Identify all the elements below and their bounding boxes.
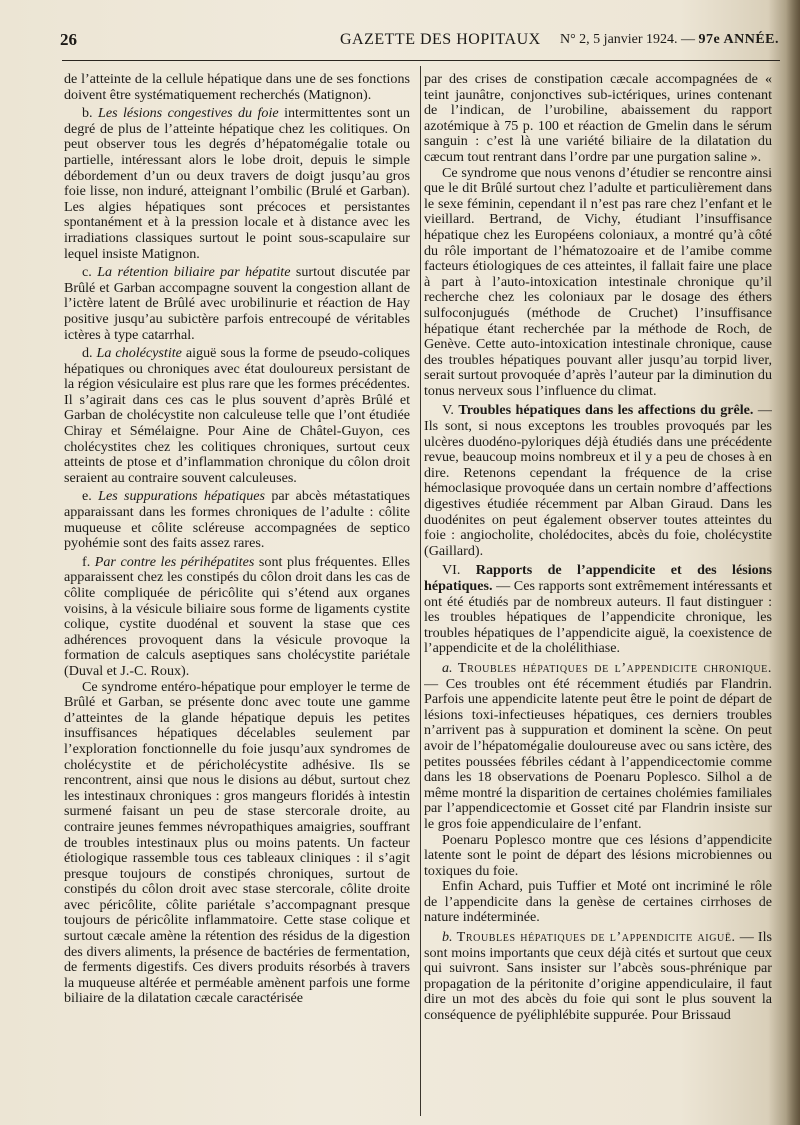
left-column	[64, 72, 410, 1117]
issue-date: N° 2, 5 janvier 1924. —	[559, 32, 696, 47]
section-vi: VI. Rapports de l’appendicite et des lésions hépatiques. — Ces rapports sont extrêmement intéressants et ont été étudiés par de nombreux auteurs. Il faut distinguer : les troubles hépatiques de l’appendicite chronique, les troubles hépatiques de l’appendicite aiguë, la coexistence de l’appendicite et de la cholélithiase.	[424, 562, 772, 657]
page-number: 26	[60, 30, 77, 49]
section-heading: Par contre les périhépatites	[94, 553, 255, 570]
paragraph: Poenaru Poplesco montre que ces lésions d’appendicite latente sont le point de départ des lésions microbiennes ou toxiques du foie.	[424, 831, 772, 879]
section-heading: Troubles hépatiques de l’appendicite chronique.	[457, 659, 772, 676]
paragraph: de l’atteinte de la cellule hépatique dans une de ses fonctions doivent être systématiquement recherchés (Matignon).	[64, 72, 410, 103]
section-heading: Rapports de l’appendicite et des lésions hépatiques.	[424, 562, 772, 594]
right-column	[424, 72, 772, 1117]
section-heading: La cholécystite	[96, 345, 182, 362]
paragraph-e: e. Les suppurations hépatiques par abcès métastatiques apparaissant dans les formes chroniques de l’adulte : côlite muqueuse et côlite scléreuse accompagnées de septico pyohémie sont des faits assez rares.	[64, 488, 410, 552]
paragraph: Ce syndrome entéro-hépatique pour employer le terme de Brûlé et Garban, se présente donc avec toute une gamme d’atteintes de la glande hépatique depuis les petites insuffisances hépatiques décelables seulement par l’exploration fonctionnelle du foie jusqu’aux syndromes de cholécystite et de péricholécystite adhésive. Ils se rencontrent, ainsi que nous le disions au début, surtout chez les intestinaux chroniques : gros mangeurs floridés à intestin surmené faisant un peu de stase stercorale droite, au contraire jeunes femmes névropathiques amaigries, souffrant de troubles intestinaux plus ou moins patents. Un facteur étiologique rassemble tous ces tableaux cliniques : il s’agit presque toujours de constipés chroniques, surtout de constipés du côlon droit avec stase stercorale, côlite droite avec péricôlite, côlite pariétale s’accompagnant presque toujours de péricôlite inflammatoire. Cette stase colique et surtout cæcale amène la rétention des résidus de la digestion des divers aliments, la présence de bactéries de fermentation, de ferments digestifs. Ces divers produits résorbés à travers la muqueuse altérée et perméable amènent parfois une forme biliaire de la dilatation cæcale caractérisée	[64, 678, 410, 1007]
volume-year: 97e ANNÉE.	[698, 32, 779, 47]
column-divider	[420, 66, 421, 1116]
paragraph-b: b. Les lésions congestives du foie intermittentes sont un degré de plus de l’atteinte hépatique chez les colitiques. On peut observer tous les degrés d’hépatomégalie totale ou partielle, intéressant alors le lobe droit, depuis le simple débordement d’un ou deux travers de doigt jusqu’au gros foie lisse, non induré, atteignant l’ombilic (Brulé et Garban). Les algies hépatiques sont précoces et persistantes spontanément et à la pression locale et à distance avec les irradiations classiques surtout le point sous-scapulaire sur lequel insiste Matignon.	[64, 105, 410, 262]
journal-title: GAZETTE DES HOPITAUX	[340, 31, 541, 48]
paragraph-f: f. Par contre les périhépatites sont plus fréquentes. Elles apparaissent chez les constipés du côlon droit dans les cas de côlite compliquée de péricôlite qui s’étend aux organes voisins, à la vésicule biliaire sous forme de ligaments cystite colique, cystite duodénal et souvent la stase que ces adhérences provoquent dans la vésicule provoque la formation de calculs aseptiques sans cholécystite pariétale (Duval et J.-C. Roux).	[64, 553, 410, 679]
subsection-a: a. Troubles hépatiques de l’appendicite chronique. — Ces troubles ont été récemment étudiés par Flandrin. Parfois une appendicite latente peut être le point de départ de lésions toxi-infectieuses hépatiques, ces derniers troubles n’arrivent pas à suppuration et dominent la scène. On peut avoir de l’hépatomégalie douloureuse avec ou sans ictère, des petites poussées fébriles cédant à l’appendicectomie comme dans les 18 observations de Poenaru Poplesco. Silhol a de même montré la disparition de certaines cholémies familiales par l’appendicectomie et Gosset cité par Flandrin insiste sur le gros foie appendiculaire de l’enfant.	[424, 659, 772, 832]
paragraph: Ce syndrome que nous venons d’étudier se rencontre ainsi que le dit Brûlé surtout chez l’adulte et particulièrement dans le sexe féminin, cependant il n’est pas rare chez l’enfant et le vieillard. Bertrand, de Vichy, étudiant l’insuffisance hépatique chez les Européens coloniaux, a montré qu’à côté du rôle important de l’hématozoaire et de l’amibe comme facteurs étiologiques de ces atteintes, il fallait faire une place à part à l’auto-intoxication intestinale chronique qu’il recherche chez les coloniaux par le dosage des éthers sulfoconjugués (méthode de Cruchet) l’insuffisance hépatique étant recherchée par la méthode de Roch, de Genève. Cette auto-intoxication intestinale chronique, cause des troubles hépatiques pouvant aller jusqu’au torpid liver, serait surtout provoquée d’après l’auteur par la diminution du tonus nerveux sous l’influence du climat.	[424, 164, 772, 399]
issue-info	[560, 32, 779, 48]
subsection-b: b. Troubles hépatiques de l’appendicite aiguë. — Ils sont moins importants que ceux déjà cités et surtout que ceux qui suivront. Sans insister sur l’abcès sous-phrénique par propagation de la péritonite d’origine appendiculaire, il faut dire un mot des abcès du foie qui sont le plus souvent la conséquence de pyéliphlébite suppurée. Pour Brissaud	[424, 929, 772, 1024]
section-heading: Troubles hépatiques dans les affections du grêle.	[458, 402, 754, 419]
section-heading: Troubles hépatiques de l’appendicite aiguë.	[456, 929, 736, 946]
section-heading: La rétention biliaire par hépatite	[97, 264, 291, 281]
paragraph: par des crises de constipation cæcale accompagnées de « teint jaunâtre, conjonctives sub-ictériques, urines contenant de l’indican, de l’urobiline, abaissement du rapport azotémique à 75 p. 100 et réaction de Gmelin dans le sérum sanguin : c’est là une variété biliaire de la dilatation du cæcum tout rentrant dans l’ordre par une purgation saline ».	[424, 72, 772, 165]
running-header	[60, 30, 785, 56]
page-edge-shadow	[786, 0, 800, 1125]
paragraph: Enfin Achard, puis Tuffier et Moté ont incriminé le rôle de l’appendicite dans la genèse de certaines cirrhoses de nature indéterminée.	[424, 878, 772, 926]
section-heading: Les lésions congestives du foie	[98, 105, 279, 122]
paragraph-d: d. La cholécystite aiguë sous la forme de pseudo-coliques hépatiques ou chroniques avec état douloureux persistant de la région vésiculaire est plus rare que les formes précédentes. Il s’agirait dans ces cas le plus souvent d’après Brûlé et Garban de cholécystite non calculeuse telle que l’ont étudiée Chiray et Sémélaigne. Pour Aine de Châtel-Guyon, ces cholécystites chez les colitiques chroniques, surtout ceux atteints de ptose et d’inflammation chronique du côlon droit seraient au contraire souvent calculeuses.	[64, 345, 410, 486]
section-v: V. Troubles hépatiques dans les affections du grêle. — Ils sont, si nous exceptons les troubles provoqués par les ulcères duodéno-pyloriques déjà étudiés dans une précédente revue, beaucoup moins nombreux et il y a peu de choses à en dire. Retenons cependant la fréquence de la crise hémoclasique provoquée dans un certain nombre d’affections digestives étudiée récemment par Alban Giraud. Dans les duodénites on peut également observer toutes atteintes du foie : angiocholite, cholédocites, abcès du foie, cholécystite (Gaillard).	[424, 402, 772, 559]
paragraph-c: c. La rétention biliaire par hépatite surtout discutée par Brûlé et Garban accompagne souvent la congestion allant de l’ictère latent de Brûlé avec urobilinurie et réaction de Hay positive jusqu’au subictère parfois entrecoupé de véritables ictères à type catarrhal.	[64, 264, 410, 343]
header-rule	[62, 60, 780, 61]
section-heading: Les suppurations hépatiques	[98, 488, 266, 505]
